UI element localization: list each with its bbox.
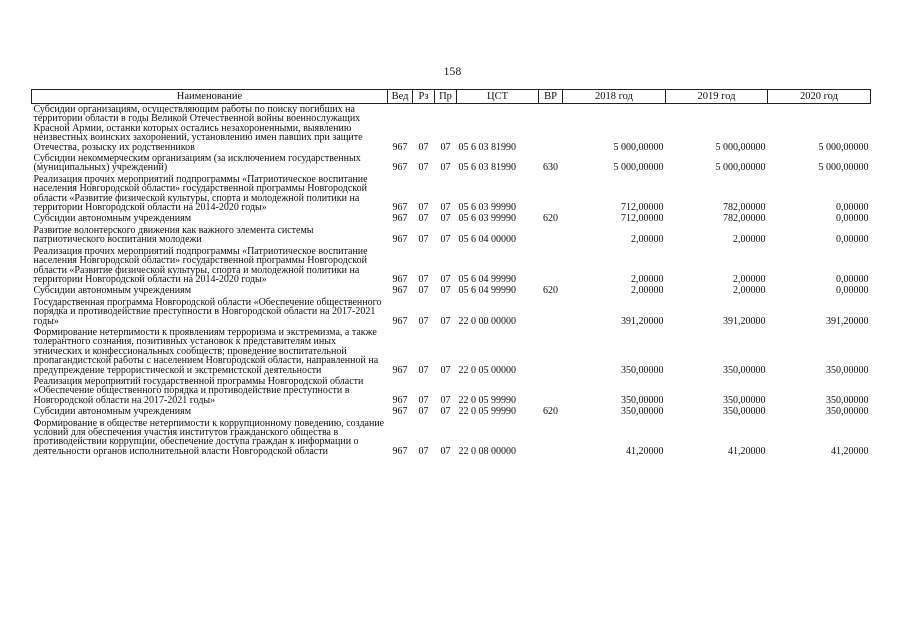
cell-2020: 0,00000: [836, 234, 869, 246]
cell-vr: 620: [543, 406, 558, 418]
cell-2019: 350,00000: [723, 394, 766, 406]
cell-2018: 2,00000: [631, 285, 664, 297]
cell-rz: 07: [418, 162, 429, 174]
cell-name: Формирование в обществе нетерпимости к коррупционному поведению, создание условий для обеспечения участия институтов гражданского общества в противодействии коррупции, обеспечение доступа граждан к информации о деятельности органов исполнительной власти Новгородской области: [33, 417, 385, 457]
cell-name: Реализация мероприятий государственной программы Новгородской области «Обеспечение общественного порядка и противодействие преступности в Новгородской области на 2017-2021 годы»: [33, 375, 364, 406]
cell-rz: 07: [418, 315, 429, 327]
cell-pr: 07: [440, 364, 451, 376]
cell-rz: 07: [418, 364, 429, 376]
cell-rz: 07: [418, 141, 429, 153]
table-row: [32, 285, 871, 296]
header-2019: 2019 год: [666, 90, 768, 104]
page-number: 158: [443, 66, 462, 78]
header-cst: ЦСТ: [457, 90, 539, 104]
table-row: [32, 153, 871, 174]
cell-name: Субсидии организациям, осуществляющим работы по поиску погибших на территории области в годы Великой Отечественной войны военнослужащих Красной Армии, останки которых остались незахороненными, выявлению неизвестных воинских захоронений, установлению имен павших при защите Отечества, розыску их родственников: [33, 104, 363, 153]
cell-rz: 07: [418, 285, 429, 297]
cell-cst: 05 6 04 00000: [458, 234, 516, 246]
table-row: [32, 297, 871, 327]
table-row: [32, 376, 871, 406]
cell-vr: [539, 104, 563, 154]
cell-vr: [539, 327, 563, 376]
cell-pr: 07: [440, 162, 451, 174]
cell-pr: 07: [440, 234, 451, 246]
cell-ved: 967: [392, 364, 408, 376]
table-body: [32, 104, 871, 458]
table-row: [32, 246, 871, 286]
cell-2018: 2,00000: [631, 273, 664, 285]
cell-ved: 967: [392, 273, 408, 285]
cell-2020: 5 000,00000: [818, 141, 869, 153]
header-vr: ВР: [539, 90, 563, 104]
cell-name: Субсидии автономным учреждениям: [33, 213, 192, 225]
cell-2018: 712,00000: [621, 213, 664, 225]
cell-cst: 05 6 03 99990: [458, 213, 516, 225]
table-row: [32, 213, 871, 224]
table-row: [32, 225, 871, 246]
header-2020: 2020 год: [768, 90, 871, 104]
cell-2019: 350,00000: [723, 364, 766, 376]
cell-name: Формирование нетерпимости к проявлениям терроризма и экстремизма, а также толерантного сознания, позитивных установок к представителям иных этнических и конфессиональных сообществ; проведение воспитательной пропагандистской работы с населением Новгородской области, направленной на предупреждение террористической и экстремистской деятельности: [33, 326, 379, 376]
cell-2020: 0,00000: [836, 202, 869, 214]
cell-rz: 07: [418, 394, 429, 406]
cell-2020: 350,00000: [826, 364, 869, 376]
cell-2019: 782,00000: [723, 213, 766, 225]
header-ved: Вед: [388, 90, 413, 104]
cell-name: Развитие волонтерского движения как важного элемента системы патриотического воспитания молодежи: [33, 224, 314, 246]
cell-ved: 967: [392, 445, 408, 457]
cell-name: Субсидии некоммерческим организациям (за исключением государственных (муниципальных) учреждений): [33, 153, 361, 174]
cell-cst: 05 6 04 99990: [458, 273, 516, 285]
cell-ved: 967: [392, 162, 408, 174]
cell-2020: 5 000,00000: [818, 162, 869, 174]
cell-2020: 41,20000: [831, 445, 869, 457]
cell-pr: 07: [440, 406, 451, 418]
cell-rz: 07: [418, 445, 429, 457]
cell-name: Реализация прочих мероприятий подпрограммы «Патриотическое воспитание населения Новгородской области» государственной программы Новгородской области «Развитие физической культуры, спорта и молодежной политики на территории Новгородской области на 2014-2020 годы»: [33, 245, 368, 285]
cell-ved: 967: [392, 202, 408, 214]
cell-2019: 2,00000: [733, 234, 766, 246]
cell-pr: 07: [440, 202, 451, 214]
cell-pr: 07: [440, 394, 451, 406]
cell-2020: 350,00000: [826, 394, 869, 406]
cell-vr: [539, 246, 563, 286]
cell-rz: 07: [418, 213, 429, 225]
table-row: [32, 174, 871, 214]
cell-rz: 07: [418, 273, 429, 285]
table-row: [32, 418, 871, 458]
header-pr: Пр: [435, 90, 457, 104]
cell-vr: [539, 418, 563, 458]
cell-ved: 967: [392, 141, 408, 153]
cell-cst: 22 0 00 00000: [458, 315, 516, 327]
cell-cst: 05 6 03 99990: [458, 202, 516, 214]
cell-2019: 41,20000: [728, 445, 766, 457]
cell-vr: 620: [543, 285, 558, 297]
cell-rz: 07: [418, 406, 429, 418]
cell-ved: 967: [392, 394, 408, 406]
cell-2019: 350,00000: [723, 406, 766, 418]
cell-2018: 350,00000: [621, 394, 664, 406]
cell-cst: 05 6 04 99990: [458, 285, 516, 297]
cell-2019: 5 000,00000: [715, 162, 766, 174]
header-name: Наименование: [32, 90, 388, 104]
cell-2018: 350,00000: [621, 406, 664, 418]
cell-cst: 22 0 05 99990: [458, 406, 516, 418]
cell-2020: 0,00000: [836, 213, 869, 225]
cell-ved: 967: [392, 234, 408, 246]
cell-vr: [539, 225, 563, 246]
cell-2019: 2,00000: [733, 273, 766, 285]
cell-vr: [539, 174, 563, 214]
cell-vr: 620: [543, 213, 558, 225]
cell-ved: 967: [392, 406, 408, 418]
cell-2020: 391,20000: [826, 315, 869, 327]
cell-2018: 5 000,00000: [613, 141, 664, 153]
cell-vr: 630: [543, 162, 558, 174]
cell-2020: 350,00000: [826, 406, 869, 418]
header-2018: 2018 год: [563, 90, 666, 104]
cell-pr: 07: [440, 315, 451, 327]
cell-2019: 2,00000: [733, 285, 766, 297]
budget-table: [31, 89, 871, 457]
cell-2018: 41,20000: [626, 445, 664, 457]
cell-cst: 05 6 03 81990: [458, 141, 516, 153]
cell-cst: 22 0 05 00000: [458, 364, 516, 376]
cell-2018: 391,20000: [621, 315, 664, 327]
cell-name: Субсидии автономным учреждениям: [33, 285, 192, 297]
cell-cst: 22 0 05 99990: [458, 394, 516, 406]
cell-2018: 350,00000: [621, 364, 664, 376]
cell-ved: 967: [392, 285, 408, 297]
table-row: [32, 104, 871, 154]
cell-pr: 07: [440, 445, 451, 457]
cell-pr: 07: [440, 141, 451, 153]
cell-vr: [539, 297, 563, 327]
table-row: [32, 327, 871, 376]
cell-2020: 0,00000: [836, 285, 869, 297]
cell-vr: [539, 376, 563, 406]
cell-name: Государственная программа Новгородской области «Обеспечение общественного порядка и противодействие преступности в Новгородской области на 2017-2021 годы»: [33, 296, 382, 327]
header-rz: Рз: [413, 90, 435, 104]
cell-2020: 0,00000: [836, 273, 869, 285]
cell-2019: 5 000,00000: [715, 141, 766, 153]
cell-cst: 22 0 08 00000: [458, 445, 516, 457]
cell-rz: 07: [418, 202, 429, 214]
cell-pr: 07: [440, 213, 451, 225]
cell-2018: 2,00000: [631, 234, 664, 246]
cell-2019: 391,20000: [723, 315, 766, 327]
cell-2018: 712,00000: [621, 202, 664, 214]
cell-ved: 967: [392, 213, 408, 225]
cell-cst: 05 6 03 81990: [458, 162, 516, 174]
cell-name: Реализация прочих мероприятий подпрограммы «Патриотическое воспитание населения Новгородской области» государственной программы Новгородской области «Развитие физической культуры, спорта и молодежной политики на территории Новгородской области на 2014-2020 годы»: [33, 173, 368, 214]
table-header: [32, 90, 871, 104]
cell-pr: 07: [440, 273, 451, 285]
cell-2018: 5 000,00000: [613, 162, 664, 174]
cell-name: Субсидии автономным учреждениям: [33, 406, 192, 418]
cell-pr: 07: [440, 285, 451, 297]
table-row: [32, 406, 871, 417]
cell-rz: 07: [418, 234, 429, 246]
cell-2019: 782,00000: [723, 202, 766, 214]
cell-ved: 967: [392, 315, 408, 327]
